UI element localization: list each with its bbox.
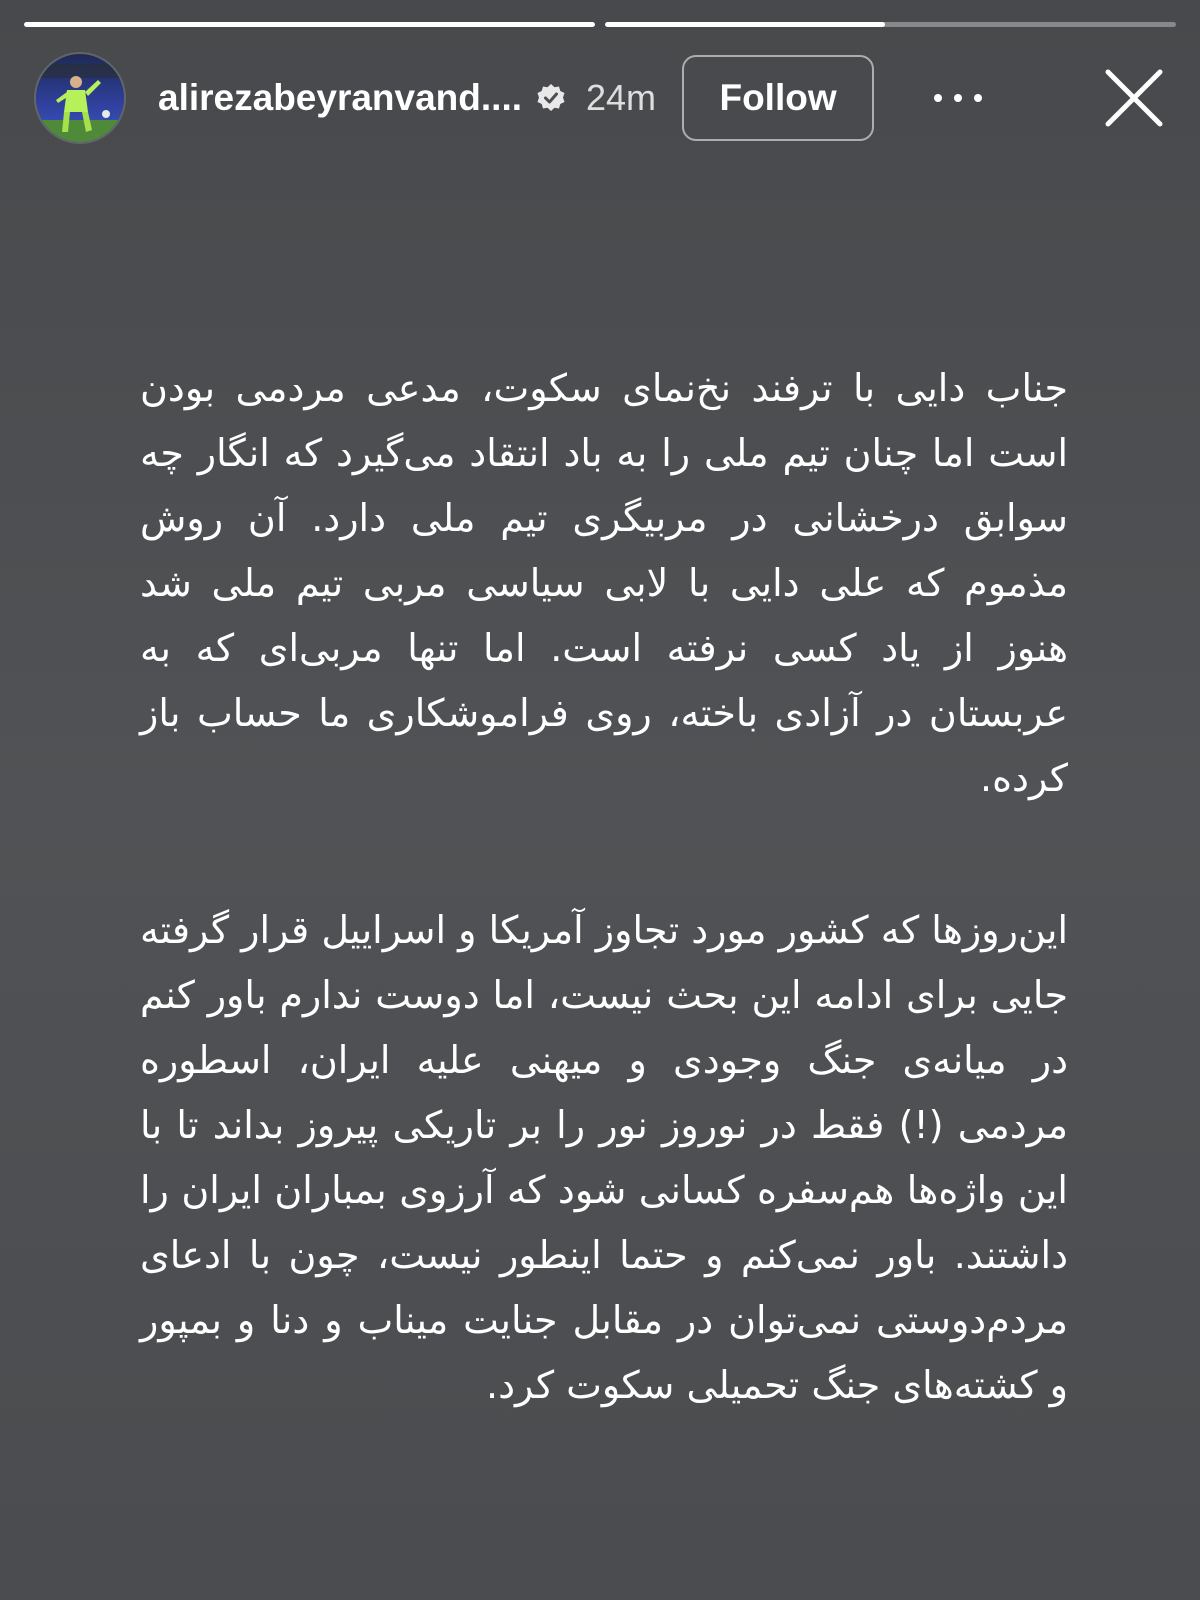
more-dots-icon[interactable] (934, 78, 982, 118)
follow-button[interactable]: Follow (682, 55, 874, 141)
post-time: 24m (586, 77, 657, 118)
close-icon[interactable] (1102, 66, 1166, 130)
username[interactable]: alirezabeyranvand.... (158, 77, 523, 118)
dot (954, 94, 962, 102)
dot (934, 94, 942, 102)
avatar-image (36, 54, 124, 142)
story-progress-fill-2 (605, 22, 885, 27)
story-progress-segment-1 (24, 22, 595, 27)
story-progress-bars (24, 22, 1176, 28)
avatar[interactable] (34, 52, 126, 144)
dot (974, 94, 982, 102)
story-header (34, 50, 1166, 146)
story-text-paragraph-1: جناب دایی با ترفند نخ‌نمای سکوت، مدعی مردمی بودن است اما چنان تیم ملی را به باد انتقاد می‌گیرد که انگار چه سوابق درخشانی در مربیگری تیم ملی دارد. آن روش مذموم که علی دایی با لابی سیاسی مربی تیم ملی شد هنوز از یاد کسی نرفته است. اما تنها مربی‌ای که به عربستان در آزادی باخته، روی فراموشکاری ما حساب باز کرده. (140, 366, 1068, 800)
story-progress-segment-2 (605, 22, 1176, 27)
verified-badge-icon (536, 83, 566, 113)
story-progress-fill-1 (24, 22, 595, 27)
story-text-paragraph-2: این‌روزها که کشور مورد تجاوز آمریکا و اسراییل قرار گرفته جایی برای ادامه این بحث نیست، اما دوست ندارم باور کنم در میانه‌ی جنگ وجودی و میهنی علیه ایران، اسطوره مردمی (!) فقط در نوروز نور را بر تاریکی پیروز بداند تا با این واژه‌ها هم‌سفره کسانی شود که آرزوی بمباران ایران را داشتند. باور نمی‌کنم و حتما اینطور نیست، چون با ادعای مردم‌دوستی نمی‌توان در مقابل جنایت میناب و دنا و بمپور و کشته‌های جنگ تحمیلی سکوت کرد. (140, 908, 1068, 1407)
